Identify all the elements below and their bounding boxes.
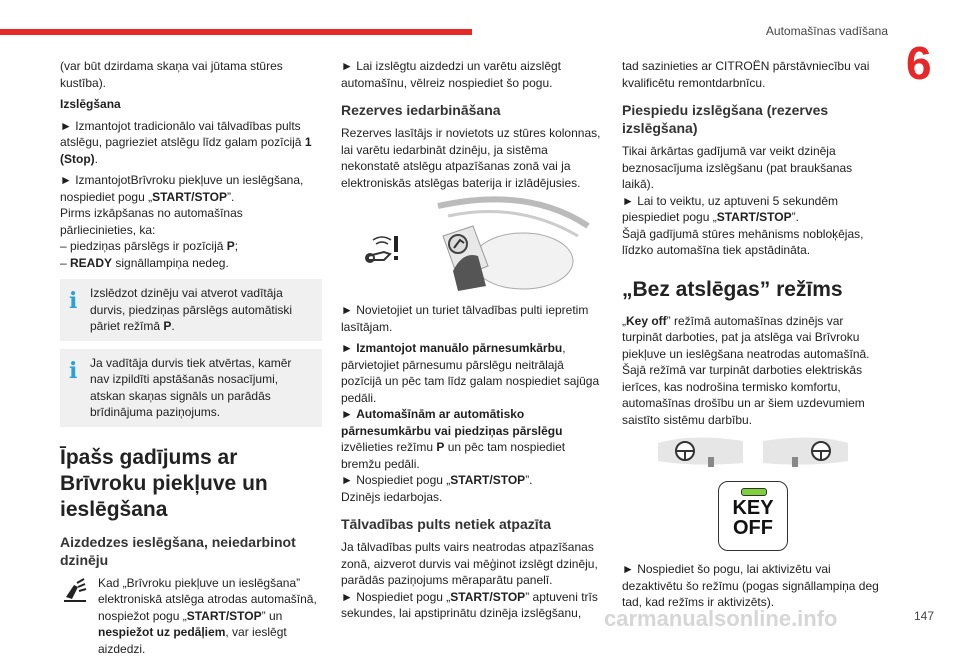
paragraph: Ja tālvadības pults vairs neatrodas atpazīšanas zonā, aizverot durvis vai mēģinot izslēgt dzinēju, parādās paziņojums mēraparātu panelī. [341,540,598,587]
paragraph: ► Lai to veiktu, uz aptuveni 5 sekundēm piespiediet pogu „START/STOP”. [622,193,838,224]
steering-wheel-keyoff-illustration [653,433,853,473]
paragraph: (var būt dzirdama skaņa vai jūtama stūres kustība). [60,59,283,90]
paragraph: ► Lai izslēgtu aizdedzi un varētu aizslēgt automašīnu, vēlreiz nospiediet šo pogu. [341,59,561,90]
list-item: – piedziņas pārslēgs ir pozīcijā P; [60,239,239,253]
key-off-label-2: OFF [733,517,773,539]
header-red-bar [0,29,472,35]
paragraph: ► Nospiediet šo pogu, lai aktivizētu vai dezaktivētu šo režīmu (pogas signāllampiņa deg tad, kad režīms ir aktivizēts). [622,562,879,609]
paragraph: ► Automašīnām ar automātisko pārnesumkārbu vai piedziņas pārslēgu izvēlieties režīmu P un pēc tam nospiediet bremžu pedāli. [341,407,566,471]
key-off-button [718,481,788,551]
paragraph: Dzinējs iedarbojas. [341,489,443,504]
paragraph: Rezerves lasītājs ir novietots uz stūres kolonnas, lai varētu iedarbināt dzinēju, ja sistēma nekonstatē atslēgu atpazīšanas zonā vai ja elektroniskās atslēgas baterija ir izlādējusies. [341,126,601,190]
section-heading-key-off: „Bez atslēgas” režīms [622,277,843,301]
info-note: i Ja vadītāja durvis tiek atvērtas, kamēr nav izpildīti apstāšanās nosacījumi, atskan skaņas signāls un parādās brīdinājuma paziņojums. [60,349,322,427]
section-heading-special-case: Īpašs gadījums ar Brīvroku piekļuve un ieslēgšana [60,445,268,521]
section-title: Automašīnas vadīšana [765,24,888,38]
paragraph: ► Izmantojot tradicionālo vai tālvadības pults atslēgu, pagrieziet atslēgu līdz galam pozīcijā 1 (Stop). [60,118,312,166]
paragraph: Tikai ārkārtas gadījumā var veikt dzinēja beznosacījuma izslēgšanu (pat braukšanas laikā). [622,144,853,191]
paragraph: ► Izmantojot manuālo pārnesumkārbu, pārvietojiet pārnesumu pārslēgu neitrālajā pozīcijā un pēc tam līdz galam nospiediet sajūga pedāli. [341,341,600,405]
paragraph: ► IzmantojotBrīvroku piekļuve un ieslēgšana, nospiediet pogu „START/STOP”. [60,173,304,204]
indicator-lamp [741,488,767,496]
column-1 [60,58,322,661]
paragraph: „Key off” režīmā automašīnas dzinējs var turpināt darboties, pat ja atslēga vai Brīvroku piekļuve un ieslēgšana neatrodas automašīnā. Šajā režīmā var turpināt darboties elektriskās ierīces, kas nodrošina termisko komfortu, automašīnas drošību un ar šiem uzdevumiem saistīto sistēmu darbību. [622,313,870,427]
list-item: – READY signāllampiņa nedeg. [60,255,229,270]
paragraph: Pirms izkāpšanas no automašīnas pārliecinieties, ka: [60,206,243,237]
subheading-ignition: Aizdedzes ieslēgšana, neiedarbinot dzinēju [60,533,296,568]
page-number: 147 [914,609,935,623]
info-icon: i [69,357,78,384]
subheading-stop: Izslēgšana [60,97,121,111]
paragraph: ► Nospiediet pogu „START/STOP” aptuveni trīs sekundes, lai apstiprinātu dzinēja izslēgšanu, [341,589,598,620]
paragraph: ► Nospiediet pogu „START/STOP”. [341,473,533,487]
keyless-note: Kad „Brīvroku piekļuve un ieslēgšana” elektroniskā atslēga atrodas automašīnā, nospiežot pogu „START/STOP” un nespiežot uz pedāļiem, var ieslēgt aizdedzi. [60,575,322,658]
paragraph: Šajā gadījumā stūres mehānisms nobloķējas, līdzko automašīna tiek apstādināta. [622,226,864,257]
chapter-number: 6 [906,37,932,89]
paragraph: ► Novietojiet un turiet tālvadības pulti iepretim lasītājam. [341,303,589,334]
subheading-remote-not-detected: Tālvadības pults netiek atpazīta [341,516,552,532]
subheading-forced-stop: Piespiedu izslēgšana (rezerves izslēgšana) [622,102,829,136]
subheading-backup-start: Rezerves iedarbināšana [341,102,501,118]
watermark: carmanualsonline.info [604,606,838,631]
column-2 [341,58,604,627]
info-icon: i [69,288,78,314]
paragraph: tad sazinieties ar CITROËN pārstāvniecību vai kvalificētu remontdarbnīcu. [622,59,870,90]
steering-column-reader-illustration [348,196,598,296]
info-note: i Izslēdzot dzinēju vai atverot vadītāja durvis, piedziņas pārslēgs automātiski pāriet režīmā P. [60,279,322,341]
key-off-label-1: KEY [732,497,774,519]
foot-off-pedal-icon [60,575,90,605]
column-3 [622,58,884,616]
